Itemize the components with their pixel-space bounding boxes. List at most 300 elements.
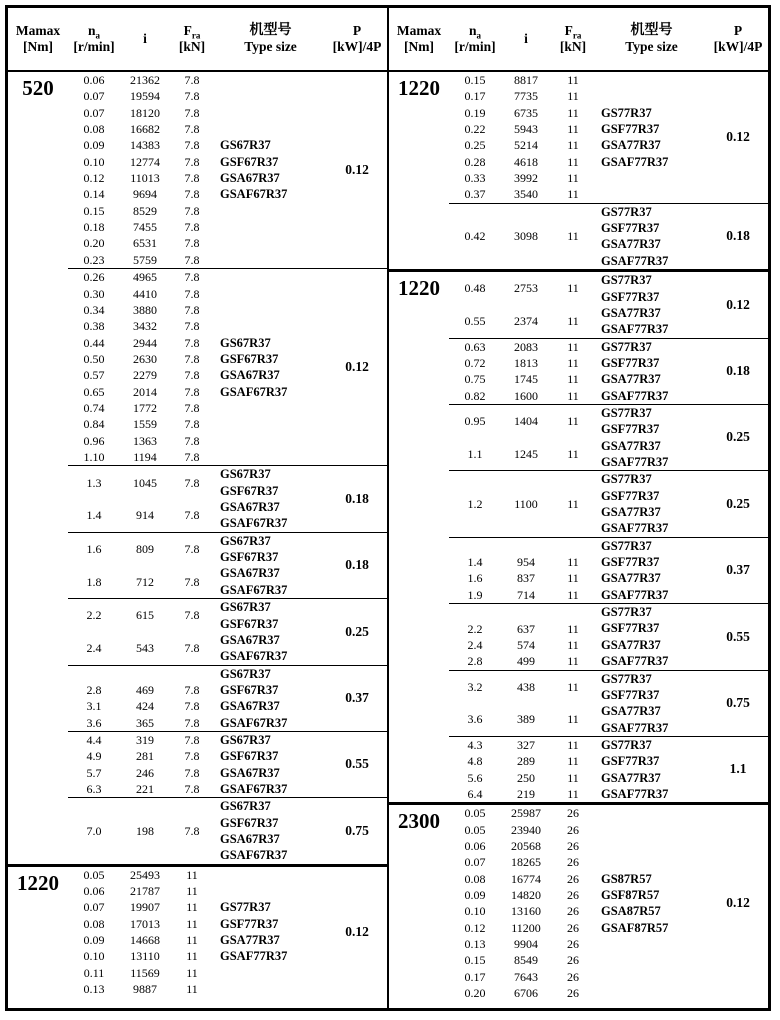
p-value: 0.37	[726, 562, 750, 578]
fra-cell: 7.8	[184, 608, 200, 623]
type-cell: GSF77R37	[601, 422, 660, 437]
na-cell: 0.19	[464, 105, 486, 120]
p-block	[449, 272, 768, 337]
fra-cell: 7.8	[184, 682, 200, 697]
i-cell: 1245	[514, 446, 538, 461]
type-cell: GSA67R37	[220, 832, 280, 847]
fra-cell: 11	[567, 414, 579, 429]
fra-cell: 7.8	[184, 508, 200, 523]
p-value: 1.1	[729, 761, 747, 777]
fra-cell: 26	[567, 806, 579, 821]
na-cell: 0.18	[83, 220, 105, 235]
type-cell: GS67R37	[220, 799, 271, 814]
col-na	[68, 72, 120, 268]
i-cell: 4410	[133, 286, 157, 301]
header-fra-unit: [kN]	[559, 39, 587, 54]
type-cell: GSA67R37	[220, 632, 280, 647]
col-p	[708, 737, 768, 802]
column-headers	[389, 8, 768, 72]
fra-cell: 7.8	[184, 351, 200, 366]
na-cell: 0.09	[83, 138, 105, 153]
half-body-left	[8, 72, 387, 1008]
fra-cell: 7.8	[184, 171, 200, 186]
type-cell: GS77R37	[601, 273, 652, 288]
table-half-right	[387, 8, 768, 1008]
type-cell: GSF77R37	[601, 122, 660, 137]
fra-cell: 26	[567, 953, 579, 968]
col-type	[214, 867, 327, 998]
p-block	[68, 465, 387, 531]
na-cell: 0.82	[464, 388, 486, 403]
type-cell: GS67R37	[220, 335, 271, 350]
i-cell: 246	[136, 765, 154, 780]
type-cell: GSF67R37	[220, 682, 279, 697]
i-cell: 954	[517, 555, 535, 570]
na-cell: 1.8	[86, 574, 102, 589]
na-cell: 0.17	[464, 89, 486, 104]
header-type-en: Type size	[625, 39, 678, 54]
fra-cell: 7.8	[184, 417, 200, 432]
type-cell: GSF67R37	[220, 815, 279, 830]
header-type-en: Type size	[244, 39, 297, 54]
col-na	[68, 798, 120, 863]
header-mamax	[8, 8, 68, 70]
p-value: 0.18	[345, 557, 369, 573]
type-cell: GSAF67R37	[220, 715, 288, 730]
fra-cell: 11	[567, 496, 579, 511]
i-cell: 8549	[514, 953, 538, 968]
type-cell: GSF77R37	[601, 555, 660, 570]
col-p	[327, 466, 387, 531]
i-cell: 289	[517, 754, 535, 769]
i-cell: 11569	[130, 965, 160, 980]
fra-cell: 7.8	[184, 823, 200, 838]
p-value: 0.75	[345, 822, 369, 838]
p-value: 0.75	[726, 695, 750, 711]
na-cell: 0.09	[464, 888, 486, 903]
col-na	[449, 471, 501, 536]
na-cell: 0.38	[83, 319, 105, 334]
na-cell: 1.4	[86, 508, 102, 523]
type-cell: GSAF67R37	[220, 649, 288, 664]
i-cell: 574	[517, 637, 535, 652]
mamax-section	[389, 802, 768, 1008]
na-cell: 1.1	[467, 446, 483, 461]
fra-cell: 7.8	[184, 319, 200, 334]
na-cell: 0.06	[464, 839, 486, 853]
i-cell: 20568	[511, 839, 541, 853]
fra-cell: 11	[567, 555, 579, 570]
type-cell: GS87R57	[601, 871, 652, 886]
na-cell: 3.2	[467, 679, 483, 694]
i-cell: 17013	[130, 916, 160, 931]
col-fra	[551, 671, 595, 736]
fra-cell: 11	[567, 154, 579, 169]
i-cell: 2374	[514, 314, 538, 329]
i-cell: 809	[136, 541, 154, 556]
col-type	[214, 269, 327, 465]
col-i	[120, 466, 170, 531]
mamax-section	[389, 269, 768, 802]
i-cell: 3098	[514, 229, 538, 244]
fra-cell: 11	[186, 884, 198, 899]
fra-cell: 11	[567, 105, 579, 120]
col-i	[501, 604, 551, 669]
i-cell: 714	[517, 587, 535, 602]
fra-cell: 11	[567, 621, 579, 636]
type-cell: GSA77R37	[601, 305, 661, 320]
mamax-section	[8, 864, 387, 1008]
na-cell: 0.42	[464, 229, 486, 244]
header-mamax-unit: [Nm]	[23, 39, 53, 54]
fra-cell: 7.8	[184, 252, 200, 267]
col-fra	[170, 599, 214, 664]
col-p	[708, 204, 768, 269]
col-p	[708, 339, 768, 404]
fra-cell: 11	[567, 587, 579, 602]
i-cell: 7643	[514, 969, 538, 984]
i-cell: 198	[136, 823, 154, 838]
header-fra	[551, 8, 595, 70]
i-cell: 1045	[133, 475, 157, 490]
type-cell: GS77R37	[601, 538, 652, 553]
i-cell: 14668	[130, 933, 160, 948]
type-cell: GSA67R37	[220, 171, 280, 186]
i-cell: 21362	[130, 73, 160, 87]
col-type	[595, 72, 708, 203]
i-cell: 2083	[514, 339, 538, 354]
i-cell: 9694	[133, 187, 157, 202]
na-cell: 0.15	[464, 953, 486, 968]
col-i	[120, 269, 170, 465]
type-cell: GS77R37	[601, 737, 652, 752]
type-cell: GSA87R57	[601, 904, 661, 919]
header-mamax-symbol: Mamax	[396, 23, 442, 38]
fra-cell: 7.8	[184, 302, 200, 317]
col-p	[327, 599, 387, 664]
header-power	[708, 8, 768, 70]
i-cell: 1600	[514, 388, 538, 403]
fra-cell: 7.8	[184, 699, 200, 714]
na-cell: 0.05	[464, 806, 486, 821]
na-cell: 3.6	[86, 715, 102, 730]
header-na	[449, 8, 501, 70]
type-cell: GSF77R37	[601, 621, 660, 636]
i-cell: 25987	[511, 806, 541, 821]
i-cell: 11013	[130, 171, 160, 186]
type-cell: GSAF67R37	[220, 848, 288, 863]
spec-table	[5, 5, 771, 1011]
fra-cell: 11	[567, 786, 579, 801]
p-block	[68, 598, 387, 664]
col-p	[327, 269, 387, 465]
header-power	[327, 8, 387, 70]
i-cell: 438	[517, 679, 535, 694]
na-cell: 1.2	[467, 496, 483, 511]
col-type	[214, 533, 327, 598]
na-cell: 0.74	[83, 400, 105, 415]
col-type	[595, 737, 708, 802]
p-block	[449, 338, 768, 404]
na-cell: 0.14	[83, 187, 105, 202]
block-list	[68, 72, 387, 864]
p-value: 0.12	[345, 359, 369, 375]
col-i	[501, 72, 551, 203]
i-cell: 281	[136, 749, 154, 764]
fra-cell: 11	[186, 965, 198, 980]
col-i	[501, 805, 551, 1001]
p-block	[68, 532, 387, 598]
col-fra	[551, 339, 595, 404]
col-na	[449, 604, 501, 669]
i-cell: 469	[136, 682, 154, 697]
p-block	[68, 731, 387, 797]
i-cell: 23940	[511, 822, 541, 837]
p-value: 0.37	[345, 690, 369, 706]
na-cell: 2.2	[86, 608, 102, 623]
na-cell: 0.55	[464, 314, 486, 329]
col-fra	[170, 732, 214, 797]
type-cell: GSAF67R37	[220, 516, 288, 531]
na-cell: 0.23	[83, 252, 105, 267]
na-cell: 6.4	[467, 786, 483, 801]
i-cell: 1813	[514, 355, 538, 370]
fra-cell: 7.8	[184, 384, 200, 399]
na-cell: 0.96	[83, 433, 105, 448]
fra-cell: 11	[567, 637, 579, 652]
col-na	[449, 72, 501, 203]
fra-cell: 7.8	[184, 732, 200, 747]
col-na	[68, 533, 120, 598]
header-mamax-unit: [Nm]	[404, 39, 434, 54]
col-p	[708, 805, 768, 1001]
col-type	[595, 471, 708, 536]
na-cell: 0.10	[464, 904, 486, 919]
col-type	[595, 272, 708, 337]
fra-cell: 7.8	[184, 368, 200, 383]
type-cell: GSAF67R37	[220, 781, 288, 796]
fra-cell: 11	[567, 571, 579, 586]
col-fra	[170, 72, 214, 268]
col-na	[68, 666, 120, 731]
header-power-symbol: P	[733, 23, 743, 38]
i-cell: 712	[136, 574, 154, 589]
type-cell: GS67R37	[220, 467, 271, 482]
i-cell: 914	[136, 508, 154, 523]
i-cell: 13110	[130, 949, 160, 964]
na-cell: 5.7	[86, 765, 102, 780]
na-cell: 1.3	[86, 475, 102, 490]
col-type	[214, 666, 327, 731]
col-fra	[170, 269, 214, 465]
fra-cell: 7.8	[184, 541, 200, 556]
fra-cell: 26	[567, 937, 579, 952]
i-cell: 5759	[133, 252, 157, 267]
p-value: 0.12	[345, 923, 369, 939]
na-cell: 0.07	[83, 89, 105, 104]
col-p	[708, 604, 768, 669]
col-i	[120, 666, 170, 731]
i-cell: 250	[517, 770, 535, 785]
fra-cell: 11	[567, 339, 579, 354]
na-cell: 0.63	[464, 339, 486, 354]
na-cell: 2.8	[467, 654, 483, 669]
col-fra	[170, 867, 214, 998]
fra-cell: 7.8	[184, 433, 200, 448]
p-value: 0.18	[345, 490, 369, 506]
col-p	[708, 671, 768, 736]
fra-cell: 11	[186, 949, 198, 964]
na-cell: 2.8	[86, 682, 102, 697]
header-na	[68, 8, 120, 70]
p-value: 0.55	[726, 628, 750, 644]
fra-cell: 7.8	[184, 187, 200, 202]
col-p	[327, 666, 387, 731]
header-ratio	[501, 8, 551, 70]
col-fra	[551, 272, 595, 337]
type-cell: GSF77R37	[601, 488, 660, 503]
header-fra-symbol: $F_{ra}$	[564, 23, 582, 41]
i-cell: 4618	[514, 154, 538, 169]
header-power-symbol: P	[352, 23, 362, 38]
na-cell: 0.13	[464, 937, 486, 952]
i-cell: 16774	[511, 871, 541, 886]
na-cell: 0.84	[83, 417, 105, 432]
type-cell: GS67R37	[220, 600, 271, 615]
fra-cell: 11	[567, 314, 579, 329]
fra-cell: 11	[567, 679, 579, 694]
fra-cell: 11	[567, 737, 579, 752]
p-block	[449, 736, 768, 802]
p-value: 0.12	[345, 161, 369, 177]
fra-cell: 26	[567, 986, 579, 1001]
fra-cell: 7.8	[184, 236, 200, 251]
header-fra-unit: [kN]	[178, 39, 206, 54]
type-cell: GSA77R37	[601, 637, 661, 652]
header-fra-symbol: $F_{ra}$	[183, 23, 201, 41]
na-cell: 0.08	[83, 122, 105, 137]
na-cell: 0.20	[464, 986, 486, 1001]
i-cell: 424	[136, 699, 154, 714]
col-p	[327, 72, 387, 268]
p-block	[449, 203, 768, 269]
i-cell: 4965	[133, 270, 157, 285]
fra-cell: 7.8	[184, 574, 200, 589]
half-body-right	[389, 72, 768, 1008]
i-cell: 327	[517, 737, 535, 752]
fra-cell: 7.8	[184, 286, 200, 301]
p-value: 0.18	[726, 363, 750, 379]
column-headers	[8, 8, 387, 72]
type-cell: GSAF77R37	[601, 388, 669, 403]
type-cell: GS77R37	[601, 405, 652, 420]
p-block	[449, 470, 768, 536]
col-i	[501, 471, 551, 536]
p-block	[449, 404, 768, 470]
na-cell: 0.08	[464, 871, 486, 886]
fra-cell: 7.8	[184, 781, 200, 796]
na-cell: 1.4	[467, 555, 483, 570]
type-cell: GSF67R37	[220, 483, 279, 498]
header-mamax	[389, 8, 449, 70]
col-i	[501, 339, 551, 404]
i-cell: 1745	[514, 372, 538, 387]
i-cell: 12774	[130, 154, 160, 169]
fra-cell: 7.8	[184, 449, 200, 464]
mamax-value: 1220	[398, 276, 440, 301]
na-cell: 0.10	[83, 949, 105, 964]
fra-cell: 26	[567, 920, 579, 935]
na-cell: 0.75	[464, 372, 486, 387]
type-cell: GS77R37	[601, 105, 652, 120]
type-cell: GSAF67R37	[220, 384, 288, 399]
fra-cell: 11	[567, 770, 579, 785]
fra-cell: 11	[186, 867, 198, 882]
na-cell: 0.50	[83, 351, 105, 366]
col-i	[120, 533, 170, 598]
na-cell: 5.6	[467, 770, 483, 785]
fra-cell: 11	[567, 446, 579, 461]
na-cell: 0.22	[464, 122, 486, 137]
fra-cell: 7.8	[184, 138, 200, 153]
p-block	[449, 670, 768, 736]
p-block	[449, 603, 768, 669]
header-power-unit: [kW]/4P	[713, 39, 763, 54]
col-type	[214, 72, 327, 268]
type-cell: GSA67R37	[220, 368, 280, 383]
na-cell: 0.07	[464, 855, 486, 870]
header-na-unit: [r/min]	[454, 39, 496, 54]
mamax-value: 1220	[17, 870, 59, 895]
na-cell: 0.12	[464, 920, 486, 935]
header-type-cn: 机型号	[249, 23, 292, 38]
type-cell: GSAF87R57	[601, 920, 669, 935]
type-cell: GSF67R37	[220, 616, 279, 631]
na-cell: 0.08	[83, 916, 105, 931]
col-p	[708, 272, 768, 337]
fra-cell: 26	[567, 839, 579, 853]
type-cell: GSAF77R37	[601, 587, 669, 602]
p-value: 0.55	[345, 756, 369, 772]
fra-cell: 7.8	[184, 715, 200, 730]
mamax-section	[8, 72, 387, 864]
fra-cell: 7.8	[184, 105, 200, 120]
na-cell: 0.25	[464, 138, 486, 153]
col-i	[501, 671, 551, 736]
type-cell: GS77R37	[601, 472, 652, 487]
i-cell: 543	[136, 641, 154, 656]
type-cell: GS77R37	[601, 204, 652, 219]
type-cell: GSA77R37	[601, 237, 661, 252]
p-value: 0.12	[726, 129, 750, 145]
na-cell: 0.09	[83, 933, 105, 948]
na-cell: 0.44	[83, 335, 105, 350]
i-cell: 3992	[514, 171, 538, 186]
i-cell: 2630	[133, 351, 157, 366]
fra-cell: 7.8	[184, 122, 200, 137]
type-cell: GS67R37	[220, 732, 271, 747]
i-cell: 8817	[514, 73, 538, 87]
fra-cell: 7.8	[184, 749, 200, 764]
i-cell: 837	[517, 571, 535, 586]
header-type-cn: 机型号	[630, 23, 673, 38]
p-value: 0.25	[345, 623, 369, 639]
col-i	[501, 737, 551, 802]
type-cell: GSA67R37	[220, 765, 280, 780]
p-block	[449, 537, 768, 603]
i-cell: 16682	[130, 122, 160, 137]
i-cell: 18265	[511, 855, 541, 870]
